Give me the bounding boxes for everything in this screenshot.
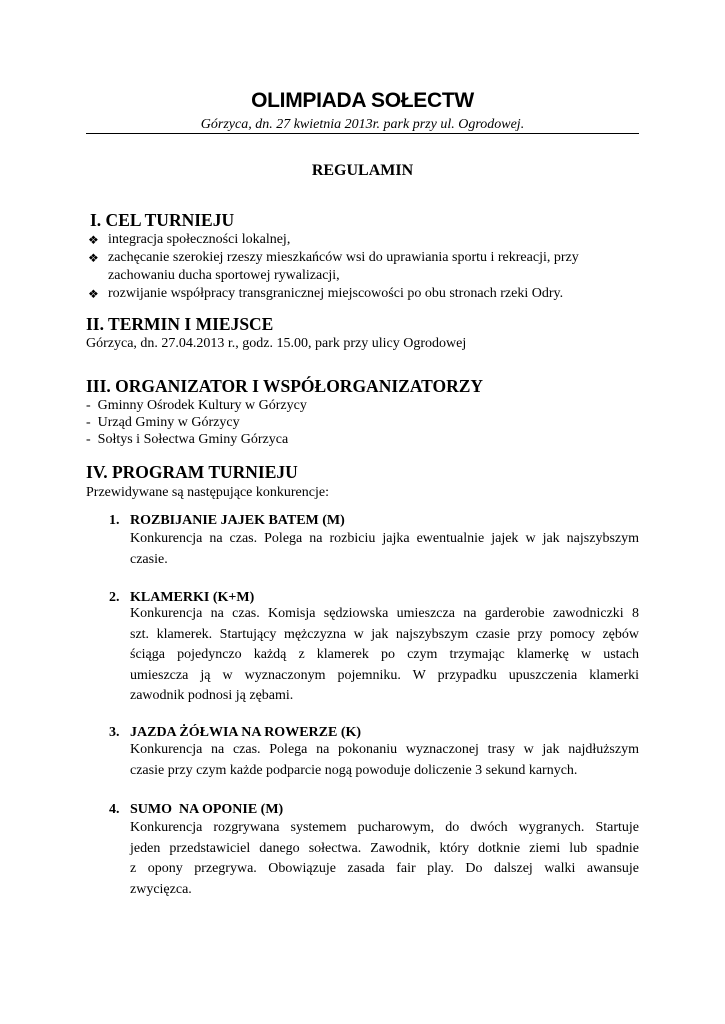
text-line: Konkurencja rozgrywana systemem pucharowym, do dwóch wygranych. Startuje (130, 820, 639, 835)
competition-description (130, 529, 639, 570)
subtitle-date-place: Górzyca, dn. 27 kwietnia 2013r. park przy ul. Ogrodowej. (200, 117, 525, 132)
section-text: Górzyca, dn. 27.04.2013 r., godz. 15.00, park przy ulicy Ogrodowej (86, 336, 467, 351)
section-heading-date-place: II. TERMIN I MIEJSCE (86, 314, 274, 334)
text-line: zawodnik podnosi ją zębami. (130, 688, 294, 703)
competition-title: JAZDA ŻÓŁWIA NA ROWERZE (K) (130, 725, 362, 740)
diamond-bullet-icon: ❖ (88, 233, 99, 247)
list-item: rozwijanie współpracy transgranicznej miejscowości po obu stronach rzeki Odry. (108, 286, 564, 301)
competition-title: KLAMERKI (K+M) (130, 590, 255, 605)
section-heading-goal: I. CEL TURNIEJU (90, 210, 235, 230)
header-divider (86, 133, 639, 134)
item-number: 2. (109, 590, 120, 605)
text-line: Konkurencja na czas. Polega na pokonaniu wyznaczonej trasy w jak najdłuższym (130, 742, 639, 757)
section-intro: Przewidywane są następujące konkurencje: (86, 485, 329, 500)
list-item: integracja społeczności lokalnej, (108, 232, 291, 247)
list-item-continuation: zachowaniu ducha sportowej rywalizacji, (108, 268, 340, 283)
document-heading: REGULAMIN (311, 162, 414, 179)
text-line: czasie przy czym każde podparcie nogą powoduje doliczenie 3 sekund karnych. (130, 762, 578, 778)
list-item: - Urząd Gminy w Górzycy (86, 415, 240, 430)
list-item: - Gminny Ośrodek Kultury w Górzycy (86, 398, 307, 413)
list-item: zachęcanie szerokiej rzeszy mieszkańców wsi do uprawiania sportu i rekreacji, przy (108, 250, 579, 265)
diamond-bullet-icon: ❖ (88, 287, 99, 301)
item-number: 4. (109, 802, 120, 817)
text-line: ściąga pojedynczo każdą z klamerek po czym trzymając klamerkę w ustach (130, 647, 639, 662)
competition-title: SUMO NA OPONIE (M) (130, 802, 284, 817)
list-item: - Sołtys i Sołectwa Gminy Górzyca (86, 432, 289, 447)
item-number: 3. (109, 725, 120, 740)
competition-description (130, 740, 639, 781)
item-number: 1. (109, 513, 120, 528)
text-line: czasie. (130, 551, 168, 567)
text-line: Konkurencja na czas. Komisja sędziowska umieszcza na garderobie zawodniczki 8 (130, 606, 639, 621)
text-line: szt. klamerek. Startujący mężczyzna w jak najszybszym czasie przy pomocy zębów (130, 626, 639, 642)
text-line: jeden przedstawiciel danego sołectwa. Zawodnik, który dotknie ziemi lub spadnie (130, 840, 639, 856)
text-line: z opony przegrywa. Obowiązuje zasada fair play. Do dalszej walki awansuje (130, 861, 639, 876)
section-heading-organizers: III. ORGANIZATOR I WSPÓŁORGANIZATORZY (86, 376, 484, 396)
diamond-bullet-icon: ❖ (88, 251, 99, 265)
text-line: umieszcza ją w wyznaczonym pojemniku. W przypadku upuszczenia klamerki (130, 667, 639, 683)
text-line: zwycięzca. (130, 881, 192, 897)
competition-description (130, 604, 639, 707)
page-title: OLIMPIADA SOŁECTW (251, 89, 474, 112)
competition-description (130, 818, 639, 900)
competition-title: ROZBIJANIE JAJEK BATEM (M) (130, 513, 345, 528)
section-heading-program: IV. PROGRAM TURNIEJU (86, 462, 298, 482)
text-line: Konkurencja na czas. Polega na rozbiciu jajka ewentualnie jajek w jak najszybszym (130, 531, 639, 546)
